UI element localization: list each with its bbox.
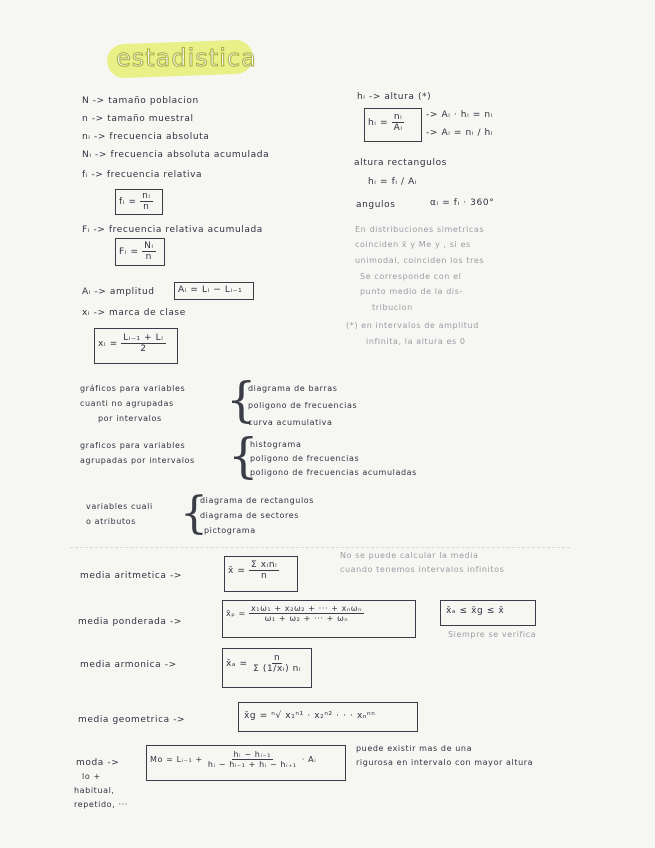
formula-harm: x̄ₐ = $\frac{n}{\text{Σ (1/xᵢ) nᵢ}}$: [226, 653, 302, 674]
moda-sub-1: lo +: [82, 772, 101, 781]
formula-geo: x̄g = ⁿ√ x₁ⁿ¹ · x₂ⁿ² · · · xₙⁿⁿ: [244, 711, 376, 721]
pond-label: media ponderada ->: [78, 617, 182, 627]
moda-note-1: puede existir mas de una: [356, 744, 473, 753]
brace-3: {: [180, 488, 208, 539]
formula-moda: Mo = Lᵢ₋₁ + $\frac{\text{hᵢ − hᵢ₋₁}}{\text{hᵢ − hᵢ₋₁ + hᵢ − hᵢ₊₁}}$ · Aᵢ: [150, 750, 317, 769]
formula-Ai: Aᵢ = Lᵢ − Lᵢ₋₁: [178, 285, 243, 295]
def-n: n -> tamaño muestral: [82, 114, 194, 124]
arith-label: media aritmetica ->: [80, 571, 182, 581]
graph2-left-2: agrupadas por intervalos: [80, 456, 195, 465]
ineq-formula: x̄ₐ ≤ x̄g ≤ x̄: [446, 606, 505, 616]
def-fi: fᵢ -> frecuencia relativa: [82, 170, 203, 180]
note-symmetric-3: unimodal, coinciden los tres: [355, 256, 485, 265]
harm-label: media armonica ->: [80, 660, 177, 670]
graph3-right-1: diagrama de rectangulos: [200, 496, 315, 505]
formula-Fi: Fᵢ = $\frac{\text{Nᵢ}}{n}$: [119, 241, 154, 262]
graph2-right-3: poligono de frecuencias acumuladas: [250, 468, 417, 477]
brace-1: {: [226, 372, 257, 428]
ang-formula: αᵢ = fᵢ · 360°: [430, 198, 495, 208]
def-Ai: Aᵢ -> amplitud: [82, 287, 155, 297]
divider: [70, 547, 570, 548]
graph2-right-2: poligono de frecuencias: [250, 454, 360, 463]
graph1-right-1: diagrama de barras: [248, 384, 338, 393]
graph2-right-1: histograma: [250, 440, 302, 449]
formula-hi: hᵢ = $\frac{\text{nᵢ}}{\text{Aᵢ}}$: [368, 112, 403, 133]
ineq-note: Siempre se verifica: [448, 630, 537, 639]
note-media-1: No se puede calcular la media: [340, 551, 479, 560]
note-height-1: (*) en intervalos de amplitud: [346, 321, 479, 330]
moda-note-2: rigurosa en intervalo con mayor altura: [356, 758, 534, 767]
h-derived-1: -> Aᵢ · hᵢ = nᵢ: [426, 110, 493, 120]
note-symmetric-6: tribucion: [372, 303, 413, 312]
page-title: estadistica: [116, 44, 257, 72]
graph2-left-1: graficos para variables: [80, 441, 186, 450]
brace-2: {: [228, 428, 259, 484]
moda-label: moda ->: [76, 758, 120, 768]
graph1-right-3: curva acumulativa: [248, 418, 333, 427]
def-ni: nᵢ -> frecuencia absoluta: [82, 132, 210, 142]
h-def: hᵢ -> altura (*): [357, 92, 432, 102]
formula-xi: xᵢ = $\frac{\text{Lᵢ₋₁ + Lᵢ}}{2}$: [98, 333, 164, 354]
graph1-right-2: poligono de frecuencias: [248, 401, 358, 410]
note-symmetric-2: coinciden x̄ y Me y , si es: [355, 240, 471, 249]
geo-label: media geometrica ->: [78, 715, 186, 725]
graph1-left-2: cuanti no agrupadas: [80, 399, 174, 408]
graph3-right-3: pictograma: [204, 526, 256, 535]
ang-label: angulos: [356, 200, 396, 210]
graph3-right-2: diagrama de sectores: [200, 511, 299, 520]
note-symmetric-1: En distribuciones simetricas: [355, 225, 485, 234]
note-symmetric-5: punto medio de la dis-: [360, 287, 464, 296]
note-media-2: cuando tenemos intervalos infinitos: [340, 565, 505, 574]
alt-title: altura rectangulos: [354, 158, 447, 168]
note-symmetric-4: Se corresponde con el: [360, 272, 462, 281]
moda-sub-2: habitual,: [74, 786, 115, 795]
graph1-left-1: gráficos para variables: [80, 384, 186, 393]
def-Ni: Nᵢ -> frecuencia absoluta acumulada: [82, 150, 270, 160]
note-height-2: infinita, la altura es 0: [366, 337, 466, 346]
moda-sub-3: repetido, ···: [74, 800, 128, 809]
def-N: N -> tamaño poblacion: [82, 96, 199, 106]
graph3-left-2: o atributos: [86, 517, 136, 526]
formula-fi: fᵢ = $\frac{\text{nᵢ}}{n}$: [119, 191, 151, 212]
graph1-left-3: por intervalos: [98, 414, 162, 423]
def-Fi: Fᵢ -> frecuencia relativa acumulada: [82, 225, 263, 235]
alt-formula: hᵢ = fᵢ / Aᵢ: [368, 177, 418, 187]
h-derived-2: -> Aᵢ = nᵢ / hᵢ: [426, 128, 494, 138]
def-xi: xᵢ -> marca de clase: [82, 308, 186, 318]
graph3-left-1: variables cuali: [86, 502, 153, 511]
formula-arith: x̄ = $\frac{\text{Σ xᵢnᵢ}}{n}$: [228, 560, 278, 581]
formula-pond: x̄ₚ = $\frac{\text{x₁ω₁ + x₂ω₂ + ··· + xₙωₙ}}{\text{ω₁ + ω₂ + ··· + ωₙ}}$: [226, 604, 362, 623]
